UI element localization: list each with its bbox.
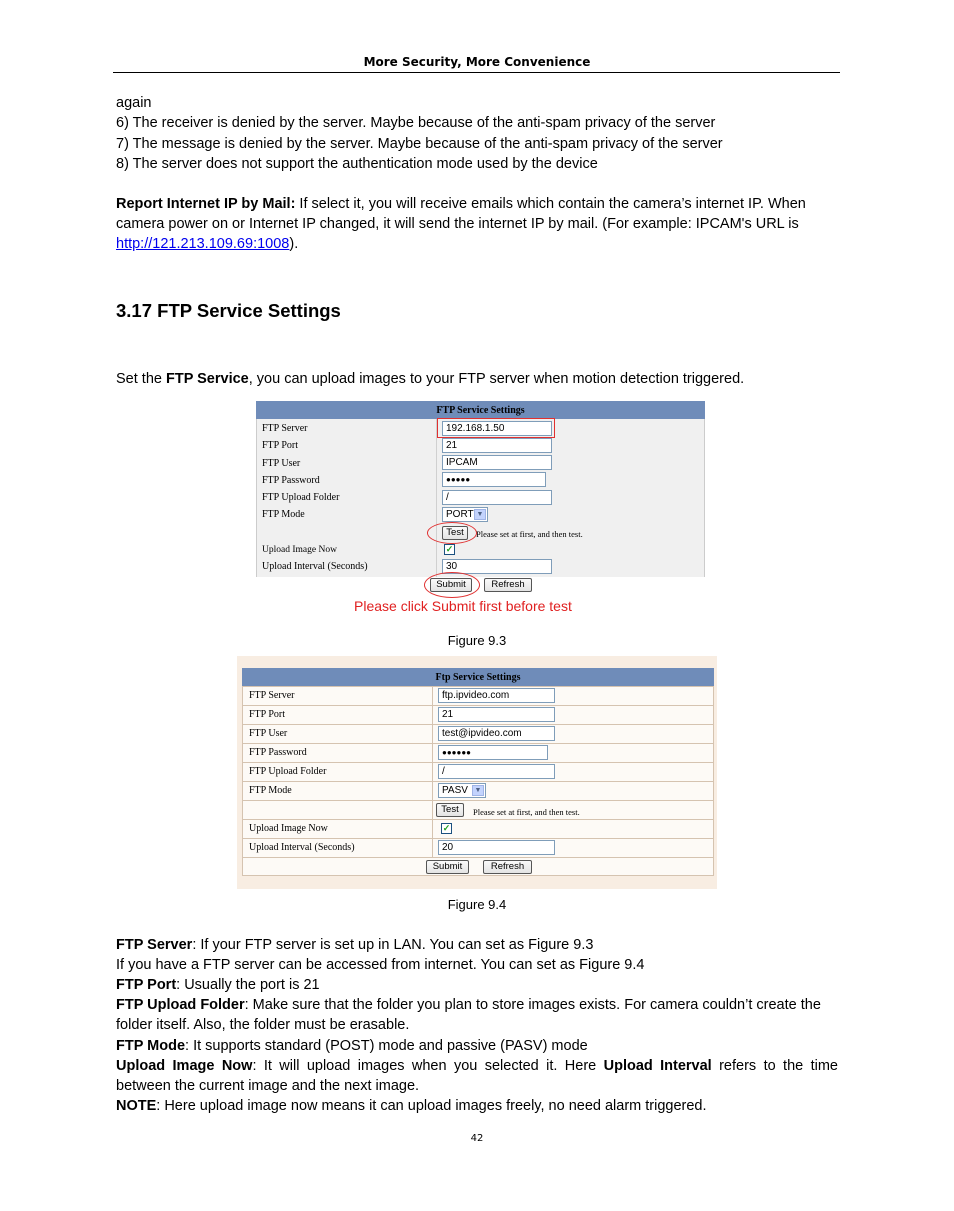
report-ip-tail: ). — [289, 236, 299, 252]
report-ip-text: If select it, you will receive emails which contain the camera’s internet IP. When camera power on or Internet IP changed, it will send the internet IP by mail. (For example: IPCAM's URL is — [116, 196, 806, 232]
submit-button[interactable]: Submit — [426, 860, 469, 874]
ftp-port-description — [116, 975, 838, 995]
submit-first-warning: Please click Submit first before test — [354, 598, 572, 614]
section-intro-post: , you can upload images to your FTP server when motion detection triggered. — [248, 371, 745, 387]
term-ftp-port: FTP Port — [116, 977, 177, 993]
section-heading: 3.17 FTP Service Settings — [116, 300, 341, 321]
ftp-settings-figure-2 — [237, 656, 717, 889]
label-upload-interval: Upload Interval (Seconds) — [262, 561, 368, 572]
ftp-port-input[interactable] — [442, 438, 552, 453]
upload-image-now-checkbox[interactable]: ✓ — [442, 823, 451, 833]
example-url-link[interactable]: http://121.213.109.69:1008 — [116, 236, 290, 252]
label-upload-interval: Upload Interval (Seconds) — [249, 842, 355, 853]
ftp-mode-value: PASV — [442, 785, 468, 796]
ftp-mode-description — [116, 1036, 838, 1056]
intro-line: 7) The message is denied by the server. Maybe because of the anti-spam privacy of the server — [116, 136, 723, 152]
upload-now-description — [116, 1056, 838, 1096]
ftp-user-input[interactable] — [438, 726, 555, 741]
chevron-down-icon: ▼ — [474, 509, 486, 520]
row-divider — [242, 800, 714, 801]
internet-server-line: If you have a FTP server can be accessed from internet. You can set as Figure 9.4 — [116, 957, 645, 973]
ftp-settings-figure-1 — [256, 401, 705, 616]
page-header-title: More Security, More Convenience — [363, 55, 591, 69]
intro-line: again — [116, 95, 152, 111]
figure-caption: Figure 9.3 — [447, 633, 507, 648]
label-ftp-port: FTP Port — [249, 709, 286, 720]
upload-folder-description — [116, 995, 838, 1035]
row-divider — [242, 819, 714, 820]
row-divider — [242, 857, 714, 858]
row-divider — [242, 838, 714, 839]
ftp-password-input[interactable] — [442, 472, 546, 487]
section-intro-bold: FTP Service — [165, 371, 249, 387]
label-ftp-password: FTP Password — [262, 475, 320, 486]
chevron-down-icon: ▼ — [472, 785, 484, 796]
refresh-button[interactable]: Refresh — [483, 860, 532, 874]
test-note: Please set at first, and then test. — [473, 807, 580, 817]
intro-line: 6) The receiver is denied by the server. Maybe because of the anti-spam privacy of the server — [116, 115, 716, 131]
submit-highlight-circle — [424, 572, 480, 598]
ftp-password-input[interactable] — [438, 745, 548, 760]
label-upload-image-now: Upload Image Now — [249, 823, 328, 834]
ftp-server-text: : If your FTP server is set up in LAN. You can set as Figure 9.3 — [192, 937, 594, 953]
row-divider — [242, 705, 714, 706]
panel-title: FTP Service Settings — [256, 401, 705, 419]
page-number: 42 — [470, 1133, 484, 1144]
header-rule — [113, 72, 840, 73]
ftp-server-description — [116, 935, 838, 955]
ftp-upload-folder-input[interactable] — [442, 490, 552, 505]
ftp-user-input[interactable] — [442, 455, 552, 470]
intro-line: 8) The server does not support the authentication mode used by the device — [116, 156, 598, 172]
label-ftp-user: FTP User — [262, 458, 301, 469]
label-ftp-upload-folder: FTP Upload Folder — [262, 492, 340, 503]
ftp-mode-text: : It supports standard (POST) mode and passive (PASV) mode — [185, 1038, 588, 1054]
ftp-port-text: : Usually the port is 21 — [176, 977, 320, 993]
upload-image-now-checkbox[interactable]: ✓ — [445, 544, 454, 554]
row-divider — [242, 781, 714, 782]
term-ftp-mode: FTP Mode — [116, 1038, 186, 1054]
upload-interval-input[interactable] — [438, 840, 555, 855]
label-ftp-port: FTP Port — [262, 440, 299, 451]
term-upload-folder: FTP Upload Folder — [116, 997, 245, 1013]
row-divider — [242, 762, 714, 763]
test-highlight-circle — [427, 522, 477, 544]
ftp-mode-select[interactable] — [438, 783, 486, 798]
label-ftp-server: FTP Server — [249, 690, 295, 701]
term-ftp-server: FTP Server — [116, 937, 193, 953]
row-divider — [242, 743, 714, 744]
test-note: Please set at first, and then test. — [476, 529, 583, 539]
test-button[interactable]: Test — [436, 803, 464, 817]
ftp-upload-folder-input[interactable] — [438, 764, 555, 779]
upload-now-text-1: : It will upload images when you selected it. Here — [252, 1058, 604, 1074]
submit-button[interactable]: Submit — [430, 578, 472, 592]
note-paragraph — [116, 1096, 838, 1116]
section-intro-pre: Set the — [116, 371, 166, 387]
ftp-mode-select[interactable] — [442, 507, 488, 522]
note-label: NOTE — [116, 1098, 157, 1114]
figure-caption: Figure 9.4 — [447, 897, 507, 912]
label-ftp-server: FTP Server — [262, 423, 308, 434]
label-ftp-mode: FTP Mode — [262, 509, 305, 520]
test-button[interactable]: Test — [442, 526, 468, 540]
server-highlight-box — [437, 418, 555, 438]
label-ftp-upload-folder: FTP Upload Folder — [249, 766, 327, 777]
report-ip-paragraph — [116, 194, 838, 254]
column-divider — [436, 419, 437, 577]
row-divider — [242, 724, 714, 725]
upload-folder-text: : Make sure that the folder you plan to store images exists. For camera couldn’t create the folder itself. Also, the folder must be erasable. — [116, 997, 821, 1033]
ftp-server-input[interactable] — [438, 688, 555, 703]
report-ip-label: Report Internet IP by Mail: — [116, 196, 296, 212]
term-upload-image-now: Upload Image Now — [116, 1058, 253, 1074]
panel-title: Ftp Service Settings — [242, 668, 714, 686]
label-upload-image-now: Upload Image Now — [262, 545, 337, 555]
label-ftp-password: FTP Password — [249, 747, 307, 758]
upload-now-text-2: refers to the time between the current image and the next image. — [116, 1058, 838, 1094]
section-intro — [116, 369, 838, 389]
term-upload-interval: Upload Interval — [603, 1058, 712, 1074]
column-divider — [432, 686, 433, 858]
ftp-port-input[interactable] — [438, 707, 555, 722]
ftp-mode-value: PORT — [446, 509, 474, 520]
note-text: : Here upload image now means it can upload images freely, no need alarm triggered. — [156, 1098, 707, 1114]
label-ftp-mode: FTP Mode — [249, 785, 292, 796]
refresh-button[interactable]: Refresh — [484, 578, 532, 592]
label-ftp-user: FTP User — [249, 728, 288, 739]
